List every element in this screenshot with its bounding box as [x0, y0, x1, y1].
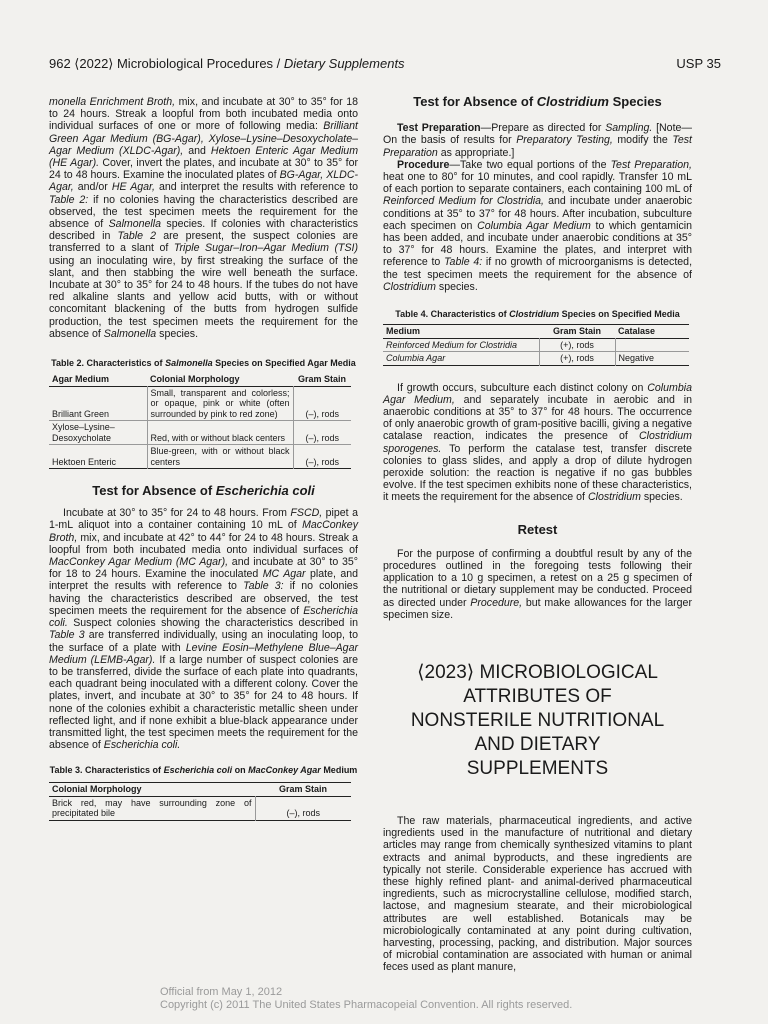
text-run: if no colonies having the characteristics described are observed, the test specimen meets the requirement for the absence of [49, 193, 358, 231]
table-cell: (+), rods [539, 352, 615, 366]
text-run: to which gentamicin has been added, and incubate under anaerobic conditions at 35° to 37° for 48 hours. Examine the plates, and interpret with reference to [383, 219, 692, 269]
text-run: —Prepare as directed for [480, 122, 606, 135]
text-run: FSCD, [290, 507, 323, 520]
text-run: plate, and interpret the results with reference to [49, 568, 358, 593]
text-run: —Take two equal portions of the [449, 158, 611, 171]
chapter-intro-paragraph [383, 815, 692, 974]
table2-header: Colonial Morphology [150, 374, 240, 385]
table-cell: (–), rods [305, 408, 339, 419]
text-run: Procedure [397, 158, 450, 171]
text-run: If a large number of suspect colonies are to be transferred, divide the surface of each plate into quadrants, each quadrant being inoculated with a different colony. Cover the plates, invert, and incubate at 30° to 35° for 24 to 48 hours. If none of the colonies exhibit a characteristic metallic sheen under reflected light, and if none exhibit a blue-black appearance under transmitted light, the test specimen meets the requirement for the absence of [49, 653, 359, 752]
text-run: and incubate at 30° to 35° for 18 to 24 hours. Examine the inoculated [49, 556, 358, 581]
table2-caption: Table 2. Characteristics of Salmonella Species on Specified Agar Media [51, 358, 356, 369]
text-run: Test Preparation [397, 122, 481, 135]
table-row [383, 338, 689, 352]
running-head-right: USP 35 [676, 56, 721, 71]
table-cell: (–), rods [305, 432, 339, 443]
text-run: heat one to 80° for 10 minutes, and cool rapidly. Transfer 10 mL of each portion to separate containers, each containing 100 mL of [383, 171, 692, 196]
table-row [49, 386, 351, 421]
text-run: Salmonella [108, 218, 162, 231]
text-run: Test Preparation, [610, 158, 692, 171]
ecoli-heading: Test for Absence of Escherichia coli [92, 483, 315, 499]
table2 [49, 373, 351, 469]
table4-caption: Table 4. Characteristics of Clostridium Species on Specified Media [395, 309, 680, 320]
table-row [49, 421, 351, 445]
table-cell: (–), rods [286, 808, 320, 819]
table-row [49, 796, 351, 820]
text-run: MC Agar [262, 568, 306, 581]
table-cell: Hektoen Enteric [52, 456, 117, 467]
left-column [49, 96, 358, 821]
table-cell: Negative [618, 353, 655, 364]
table-cell: Brick red, may have surrounding zone of precipitated bile [49, 796, 255, 820]
growth-paragraph [383, 382, 692, 504]
text-run: monella Enrichment Broth, [49, 96, 176, 108]
table-cell: Blue-green, with or without black centers [147, 445, 293, 469]
text-run: Procedure, [470, 596, 523, 609]
text-run: and separately incubate in aerobic and in anaerobic conditions at 35° to 37° for 48 hours. The occurrence of only anaerobic growth of gram-positive bacilli, giving a negative catalase reaction, indicates the presence of [383, 393, 692, 443]
text-run: and/or [73, 181, 112, 194]
text-run: Columbia Agar Medium, [383, 381, 692, 406]
text-run: Reinforced Medium for Clostridia, [383, 195, 544, 208]
text-run: and [183, 144, 211, 157]
text-run: For the purpose of confirming a doubtful result by any of the procedures outlined in the foregoing tests following their application to a 10 g specimen, a retest on a 25 g specimen of the nutritional or dietary supplement may be conducted. Proceed as directed under [383, 547, 692, 609]
chapter-title: ⟨2023⟩ MICROBIOLOGICAL ATTRIBUTES OF NONSTERILE NUTRITIONAL AND DIETARY SUPPLEMENTS [410, 662, 665, 779]
text-run: are present, the suspect colonies are transferred to a slant of [49, 230, 358, 255]
text-run: HE Agar, [111, 181, 155, 194]
text-run: are transferred individually, using an inoculating loop, to the surface of a plate with [49, 629, 358, 654]
table3-header: Gram Stain [278, 784, 327, 795]
text-run: The raw materials, pharmaceutical ingredients, and active ingredients used in the manufacture of nutritional and dietary articles may range from chemically synthesized vitamins to plant extracts and animal byproducts, and these ingredients are typically not sterile. Considerable experience has accrued with these highly refined plant- and animal-derived pharmaceutical ingredients, such as microcrystalline cellulose, modified starch, lactose, and magnesium stearate, and their microbiological attributes are well established. Botanicals may be microbiologically contaminated at any point during cultivation, harvesting, processing, packing, and distribution. Major sources of microbial contamination are associated with human or animal feces used as plant manure, [383, 815, 692, 974]
text-run: species. [640, 491, 683, 504]
text-run: and incubate under anaerobic conditions at 35° to 37° for 48 hours. After incubation, subculture each specimen on [383, 195, 693, 232]
table-cell: Brilliant Green [52, 408, 110, 419]
text-run: if no growth of microorganisms is detected, the test specimen meets the requirement for the absence of [383, 256, 693, 281]
text-run: If growth occurs, subculture each distinct colony on [397, 381, 648, 394]
table-row [49, 445, 351, 469]
copyright-footer: Official from May 1, 2012 Copyright (c) 2011 The United States Pharmacopeial Convention. All rights reserved. [160, 986, 573, 1011]
text-run: and interpret the results with reference to [154, 181, 358, 194]
text-run: To perform the catalase test, transfer discrete colonies to glass slides, and apply a drop of dilute hydrogen peroxide solution: the reaction is negative if no gas bubbles evolve. If the test specimen exhibits none of these characteristics, it meets the requirement for the absence of [383, 442, 692, 504]
text-run: Suspect colonies showing the characteristics described in [67, 617, 358, 630]
text-run: Table 3: [243, 580, 284, 593]
table-cell: Xylose–Lysine–Desoxycholate [52, 422, 115, 443]
table4-header: Medium [386, 326, 421, 337]
text-run: species. [156, 327, 199, 340]
table4 [383, 324, 689, 366]
text-run: Hektoen Enteric Agar Medium (HE Agar). [49, 144, 359, 170]
text-run: Test Preparation [383, 134, 692, 159]
table4-header: Gram Stain [552, 326, 601, 337]
table-cell: Reinforced Medium for Clostridia [383, 338, 539, 352]
table3 [49, 782, 351, 821]
text-run: Table 3 [49, 629, 85, 642]
table-cell: Red, with or without black centers [147, 421, 293, 445]
table-cell [615, 338, 689, 352]
text-run: Triple Sugar–Iron–Agar Medium (TSI) [173, 242, 358, 255]
table-row [383, 352, 689, 366]
text-run: Table 2 [117, 230, 157, 243]
text-run: Table 2: [49, 193, 89, 206]
text-run: MacConkey Broth, [49, 519, 358, 544]
text-run: using an inoculating wire, by first streaking the surface of the slant, and then stabbing the wire well beneath the surface. Incubate at 30° to 35° for 24 to 48 hours. If the tubes do not have red alkaline slants and yellow acid butts, with or without concomitant blackening of the butts from hydrogen sulfide production, the test specimen meets the requirement for the absence of [49, 254, 358, 340]
clostridium-heading: Test for Absence of Clostridium Species [413, 94, 662, 109]
table4-header: Catalase [618, 326, 656, 337]
text-run: species. [435, 280, 478, 293]
text-run: Levine Eosin–Methylene Blue–Agar Medium (LEMB-Agar). [49, 641, 358, 666]
text-run: pipet a 1-mL aliquot into a container containing 10 mL of [49, 507, 358, 532]
text-run: Clostridium [587, 491, 641, 504]
text-run: [Note—On the basis of results for [383, 122, 693, 147]
text-run: Escherichia coli. [103, 739, 181, 752]
right-column [383, 96, 692, 974]
text-run: Sampling. [605, 122, 653, 135]
retest-heading: Retest [517, 521, 558, 537]
test-preparation-paragraph [383, 122, 692, 159]
text-run: if no colonies having the characteristics described are observed, the test specimen meets the requirement for the absence of [49, 580, 358, 617]
running-head-left: 962 ⟨2022⟩ Microbiological Procedures / Dietary Supplements [49, 56, 405, 71]
table-cell: (–), rods [305, 456, 339, 467]
text-run: species. If colonies with characteristics described in [49, 218, 358, 243]
salmonella-paragraph [49, 96, 358, 340]
text-run: Escherichia coli. [49, 604, 358, 630]
retest-paragraph [383, 548, 692, 621]
text-run: Salmonella [103, 327, 157, 340]
text-run: Incubate at 30° to 35° for 24 to 48 hours. From [63, 507, 291, 520]
procedure-paragraph [383, 159, 692, 293]
table3-caption: Table 3. Characteristics of Escherichia coli on MacConkey Agar Medium [49, 765, 358, 776]
text-run: mix, and incubate at 42° to 44° for 24 to 48 hours. Streak a loopful from both incubated media onto individual surfaces of [49, 531, 358, 556]
text-run: as appropriate.] [437, 146, 515, 159]
text-run: Clostridium [383, 280, 436, 293]
page-header [49, 56, 721, 72]
table2-header: Gram Stain [297, 374, 346, 385]
text-run: Table 4: [444, 256, 483, 269]
table-cell: Small, transparent and colorless; or opaque, pink or white (often surrounded by pink to red zone) [147, 386, 293, 421]
text-run: MacConkey Agar Medium (MC Agar), [49, 556, 229, 569]
text-run: BG-Agar, XLDC-Agar, [49, 169, 358, 194]
table-cell: (+), rods [539, 338, 615, 352]
text-run: modify the [612, 134, 673, 147]
text-run: but make allowances for the larger specimen size. [383, 596, 692, 621]
ecoli-paragraph [49, 507, 358, 751]
text-run: Preparatory Testing, [516, 134, 613, 147]
text-run: mix, and incubate at 30° to 35° for 18 to 24 hours. Streak a loopful from both incubated media onto individual surfaces of one or more of following media: [49, 96, 358, 133]
text-run: Clostridium sporogenes. [383, 430, 692, 455]
text-run: Brilliant Green Agar Medium (BG-Agar), Xylose–Lysine–Desoxycholate–Agar Medium (XLDC-Agar), [49, 120, 358, 157]
table3-header: Colonial Morphology [52, 784, 142, 795]
text-run: Cover, invert the plates, and incubate at 30° to 35° for 24 to 48 hours. Examine the inoculated plates of [49, 157, 358, 182]
table-cell: Columbia Agar [383, 352, 539, 366]
table2-header: Agar Medium [52, 374, 110, 385]
text-run: Columbia Agar Medium [477, 219, 591, 232]
